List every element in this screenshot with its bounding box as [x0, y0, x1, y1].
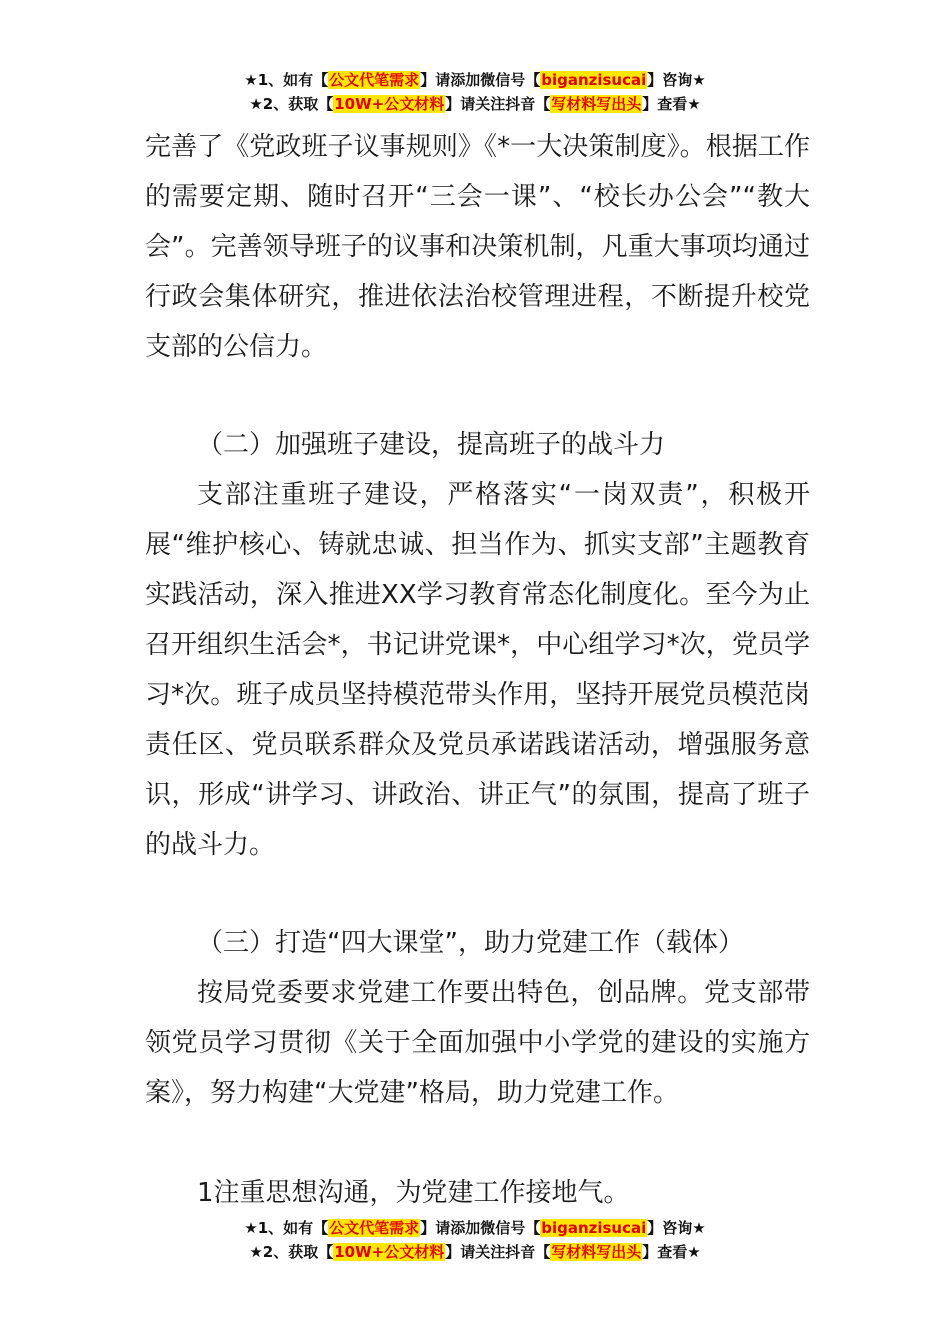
footer-promo-banner — [0, 1216, 950, 1264]
subsection-heading-1: 1注重思想沟通，为党建工作接地气。 — [197, 1178, 630, 1208]
paragraph-3: 按局党委要求党建工作要出特色，创品牌。党支部带领党员学习贯彻《关于全面加强中小学党的建设的实施方案》，努力构建“大党建”格局，助力党建工作。 — [145, 978, 810, 1108]
promo-line-2 — [0, 92, 950, 116]
promo-text: ★1、如有【 — [244, 71, 329, 89]
promo-text: ★2、获取【 — [249, 1243, 334, 1261]
promo-highlight: 10W+公文材料 — [334, 95, 445, 113]
paragraph-1: 完善了《党政班子议事规则》《*一大决策制度》。根据工作的需要定期、随时召开“三会一课”、“校长办公会”“教大会”。完善领导班子的议事和决策机制，凡重大事项均通过行政会集体研究，推进依法治校管理进程，不断提升校党支部的公信力。 — [145, 132, 810, 362]
promo-text: 】查看★ — [642, 95, 701, 113]
header-promo-banner — [0, 68, 950, 116]
promo-text: 】咨询★ — [647, 1219, 706, 1237]
paragraph-2: 支部注重班子建设，严格落实“一岗双责”，积极开展“维护核心、铸就忠诚、担当作为、抓实支部”主题教育实践活动，深入推进XX学习教育常态化制度化。至今为止召开组织生活会*，书记讲党课*，中心组学习*次，党员学习*次。班子成员坚持模范带头作用，坚持开展党员模范岗责任区、党员联系群众及党员承诺践诺活动，增强服务意识，形成“讲学习、讲政治、讲正气”的氛围，提高了班子的战斗力。 — [145, 480, 810, 860]
promo-text: ★1、如有【 — [244, 1219, 329, 1237]
promo-text: 】咨询★ — [647, 71, 706, 89]
promo-highlight: biganzisucai — [541, 71, 647, 89]
promo-highlight: 写材料写出头 — [551, 95, 642, 113]
promo-highlight: 10W+公文材料 — [334, 1243, 445, 1261]
promo-text: ★2、获取【 — [249, 95, 334, 113]
promo-line-1 — [0, 68, 950, 92]
promo-text: 】请添加微信号【 — [420, 71, 541, 89]
promo-highlight: 写材料写出头 — [551, 1243, 642, 1261]
promo-text: 】请关注抖音【 — [445, 95, 551, 113]
section-heading-3: （三）打造“四大课堂”，助力党建工作（载体） — [197, 928, 744, 958]
promo-highlight: 公文代笔需求 — [329, 1219, 420, 1237]
promo-line-1 — [0, 1216, 950, 1240]
section-heading-2: （二）加强班子建设，提高班子的战斗力 — [197, 430, 666, 460]
promo-highlight: 公文代笔需求 — [329, 71, 420, 89]
document-body — [145, 122, 810, 1218]
promo-highlight: biganzisucai — [541, 1219, 647, 1237]
promo-line-2 — [0, 1240, 950, 1264]
promo-text: 】查看★ — [642, 1243, 701, 1261]
promo-text: 】请添加微信号【 — [420, 1219, 541, 1237]
promo-text: 】请关注抖音【 — [445, 1243, 551, 1261]
